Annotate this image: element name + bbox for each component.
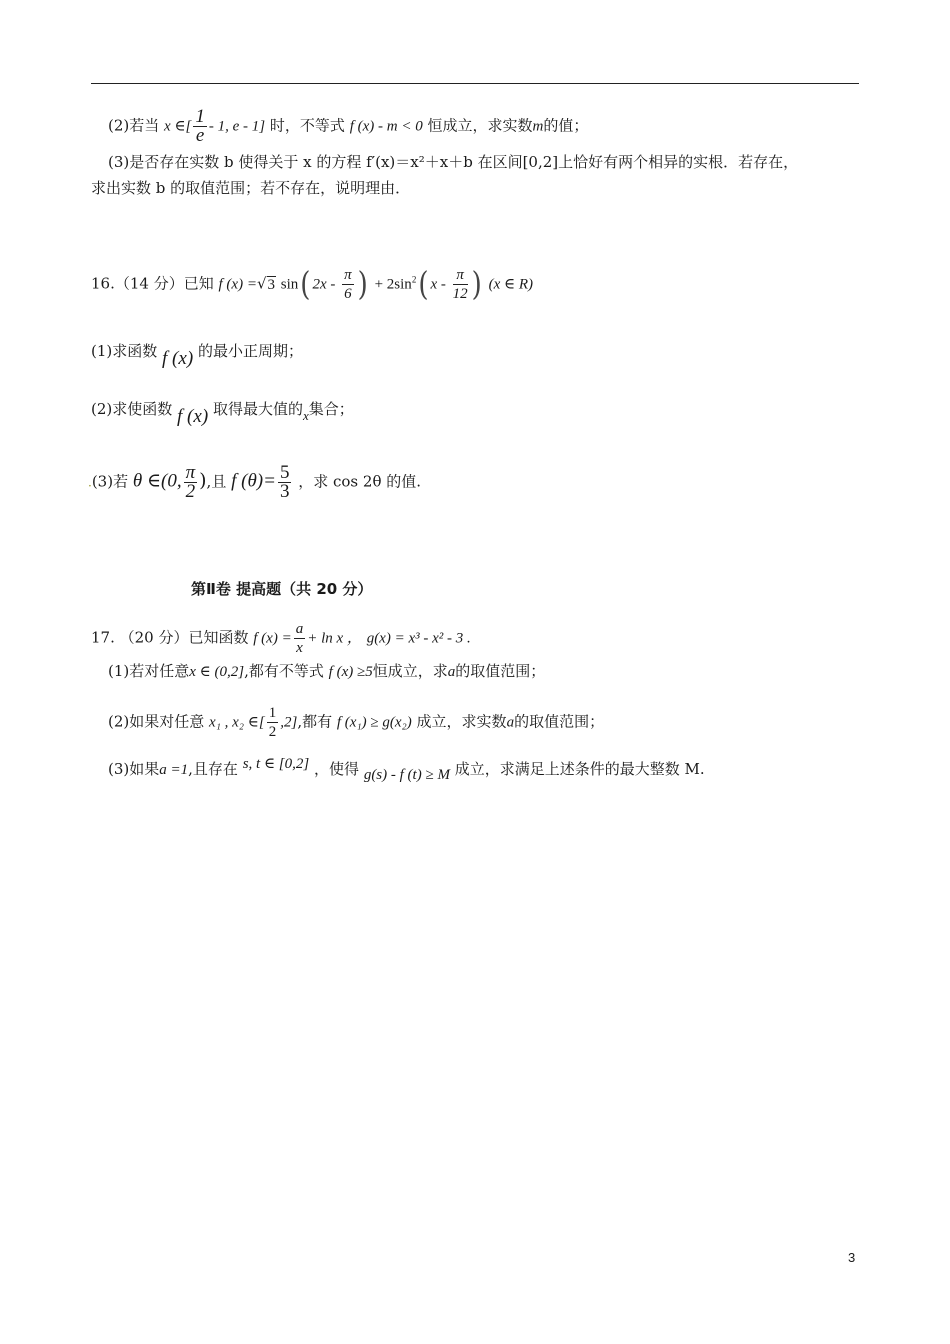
q17-header: 17. （20 分）已知函数 f (x) = $\frac{a}{x}$ + ln x ， g(x) = x³ - x² - 3 .	[91, 621, 471, 656]
page-number: 3	[848, 1250, 856, 1265]
q17-part2: (2)如果对任意 x₁ , x₂ ∈[ $\frac{1}{2}$ ,2],都有 f (x₁) ≥ g(x₂) 成立，求实数a的取值范围；	[108, 705, 605, 740]
q16-header: 16.（14 分）已知 f (x) =√3 sin( 2x - $\frac{\pi}{6}$ ) + $2\sin^2$( x - $\frac{\pi}{12}$ ) (x ∈ R)	[91, 265, 534, 304]
q16-part2: (2)求使函数 f (x) 取得最大值的x集合；	[91, 400, 354, 427]
fraction-1-over-e: $\frac{1}{e}$	[195, 106, 205, 146]
q16-part1: (1)求函数 f (x) 的最小正周期；	[91, 342, 303, 369]
header-rule	[91, 83, 859, 84]
q16-part3: .(3)若 θ ∈(0, $\frac{\pi}{2}$ ),且 f (θ)= $\frac{5}{3}$ ，求 cos 2θ 的值.	[88, 462, 422, 502]
q15-part2: (2)若当 x ∈[ $\frac{1}{e}$ - 1, e - 1] 时，不等式 f (x) - m < 0 恒成立，求实数m的值；	[108, 106, 589, 146]
section-2-title: 第Ⅱ卷 提高题（共 20 分）	[191, 580, 373, 598]
q17-part3: (3)如果a =1,且存在 s, t ∈ [0,2] ，使得 g(s) - f (t) ≥ M 成立，求满足上述条件的最大整数 M.	[108, 756, 705, 783]
q15-part3-line1: (3)是否存在实数 b 使得关于 x 的方程 f′(x)＝x²＋x＋b 在区间[0,2]上恰好有两个相异的实根．若存在，	[108, 153, 799, 171]
q17-part1: (1)若对任意x ∈ (0,2],都有不等式 f (x) ≥5恒成立，求a的取值范围；	[108, 662, 546, 680]
q15-part3-line2: 求出实数 b 的取值范围；若不存在，说明理由．	[91, 179, 411, 197]
